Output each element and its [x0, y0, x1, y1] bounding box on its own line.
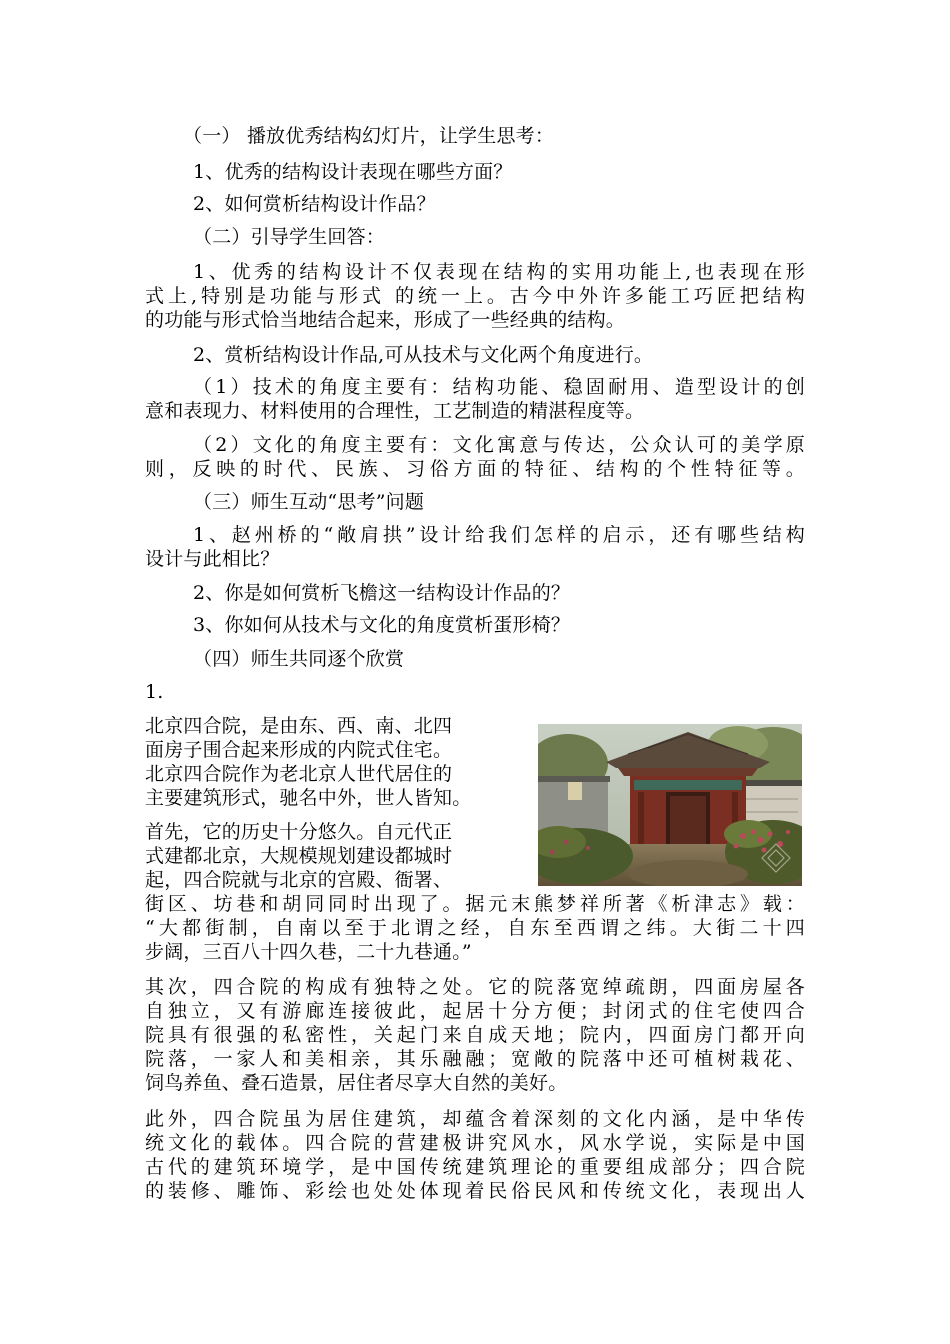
siheyuan-intro-line-1: 北京四合院，是由东、西、南、北四 [145, 715, 453, 737]
culture-angle-line-1: （2）文化的角度主要有：文化寓意与传达，公众认可的美学原 [193, 434, 805, 456]
history-line-4: 街区、坊巷和胡同同时出现了。据元末熊梦祥所著《析津志》载： [145, 893, 805, 915]
interaction-q2: 2、你是如何赏析飞檐这一结构设计作品的？ [193, 582, 571, 604]
culture-line-1: 此外，四合院虽为居住建筑，却蕴含着深刻的文化内涵，是中华传 [145, 1108, 805, 1130]
history-line-1: 首先，它的历史十分悠久。自元代正 [145, 821, 453, 843]
history-line-2: 式建都北京，大规模规划建设都城时 [145, 845, 453, 867]
structure-line-4: 院落，一家人和美相亲，其乐融融；宽敞的院落中还可植树栽花、 [145, 1048, 805, 1070]
question-1: 1、优秀的结构设计表现在哪些方面？ [193, 161, 513, 183]
answer-1-line-2: 式上,特别是功能与形式 的统一上。古今中外许多能工巧匠把结构 [145, 285, 805, 307]
tech-angle-line-2: 意和表现力、材料使用的合理性，工艺制造的精湛程度等。 [145, 400, 645, 422]
siheyuan-photo [538, 724, 802, 886]
culture-line-2: 统文化的载体。四合院的营建极讲究风水，风水学说，实际是中国 [145, 1132, 805, 1154]
section-heading-1: （一） 播放优秀结构幻灯片，让学生思考： [183, 125, 555, 147]
item-number-1: 1. [145, 681, 164, 703]
siheyuan-intro-line-2: 面房子围合起来形成的内院式住宅。 [145, 739, 453, 761]
question-2: 2、如何赏析结构设计作品？ [193, 193, 436, 215]
section-heading-4: （四）师生共同逐个欣赏 [193, 648, 405, 670]
culture-line-3: 古代的建筑环境学，是中国传统建筑理论的重要组成部分；四合院 [145, 1156, 805, 1178]
culture-angle-line-2: 则，反映的时代、民族、习俗方面的特征、结构的个性特征等。 [145, 458, 805, 480]
answer-2: 2、赏析结构设计作品,可从技术与文化两个角度进行。 [193, 344, 654, 366]
structure-line-1: 其次，四合院的构成有独特之处。它的院落宽绰疏朗，四面房屋各 [145, 976, 805, 998]
section-heading-2: （二）引导学生回答： [193, 226, 386, 248]
answer-1-line-3: 的功能与形式恰当地结合起来，形成了一些经典的结构。 [145, 309, 626, 331]
interaction-q3: 3、你如何从技术与文化的角度赏析蛋形椅？ [193, 614, 571, 636]
answer-1-line-1: 1、优秀的结构设计不仅表现在结构的实用功能上,也表现在形 [193, 261, 805, 283]
tech-angle-line-1: （1）技术的角度主要有：结构功能、稳固耐用、造型设计的创 [193, 376, 805, 398]
siheyuan-intro-line-4: 主要建筑形式，驰名中外，世人皆知。 [145, 787, 472, 809]
history-line-5: “大都街制，自南以至于北谓之经，自东至西谓之纬。大街二十四 [145, 917, 805, 939]
structure-line-5: 饲鸟养鱼、叠石造景，居住者尽享大自然的美好。 [145, 1072, 568, 1094]
history-line-6: 步阔，三百八十四久巷，二十九巷通。” [145, 941, 472, 963]
culture-line-4: 的装修、雕饰、彩绘也处处体现着民俗民风和传统文化，表现出人 [145, 1180, 805, 1202]
structure-line-2: 自独立，又有游廊连接彼此，起居十分方便；封闭式的住宅使四合 [145, 1000, 805, 1022]
structure-line-3: 院具有很强的私密性，关起门来自成天地；院内，四面房门都开向 [145, 1024, 805, 1046]
siheyuan-intro-line-3: 北京四合院作为老北京人世代居住的 [145, 763, 453, 785]
interaction-q1-line-2: 设计与此相比？ [145, 548, 280, 570]
section-heading-3: （三）师生互动“思考”问题 [193, 491, 425, 513]
history-line-3: 起，四合院就与北京的宫殿、衙署、 [145, 869, 453, 891]
interaction-q1-line-1: 1、赵州桥的“敞肩拱”设计给我们怎样的启示，还有哪些结构 [193, 524, 805, 546]
